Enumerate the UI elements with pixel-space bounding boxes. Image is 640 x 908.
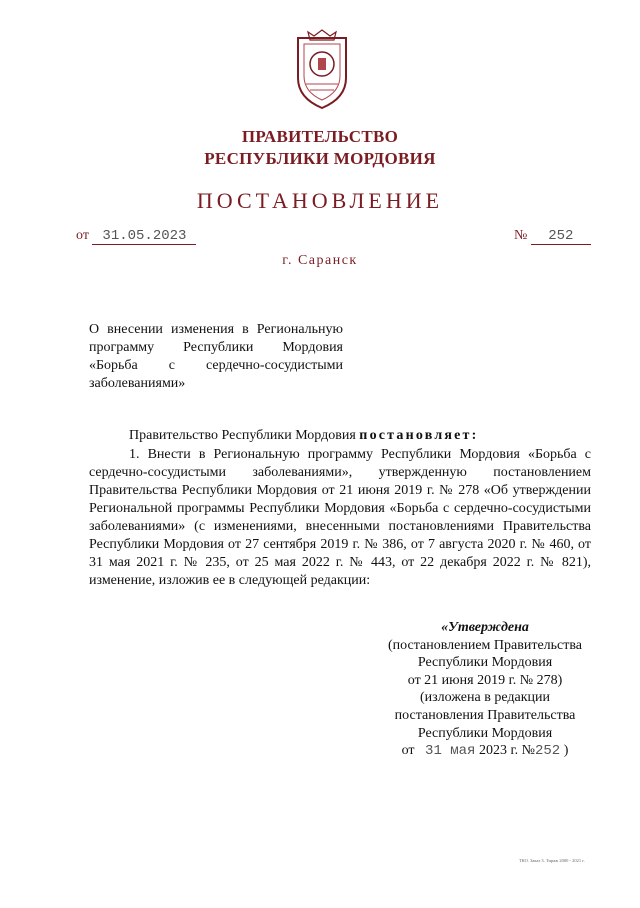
preamble-verb: постановляет:	[359, 428, 479, 443]
date-value: 31.05.2023	[92, 229, 196, 245]
document-subject: О внесении изменения в Региональную программу Республики Мордовия «Борьба с сердечно-сосудистыми заболеваниями»	[89, 322, 343, 391]
approval-line: постановления Правительства	[394, 707, 576, 723]
coat-of-arms-icon	[290, 28, 354, 112]
approval-line: Республики Мордовия	[417, 655, 553, 671]
approval-last-date: 31 мая	[425, 743, 476, 760]
print-footer: ТКО. Заказ 3. Тираж 2000 - 2021 г.	[519, 858, 585, 863]
approval-last-year: 2023 г. №	[478, 743, 535, 759]
preamble-subject: Правительство Республики Мордовия	[129, 428, 356, 443]
header-line-1: ПРАВИТЕЛЬСТВО	[241, 127, 399, 146]
approval-line: Республики Мордовия	[417, 725, 553, 741]
approval-block	[372, 619, 598, 761]
number-value: 252	[531, 229, 591, 245]
document-number	[514, 228, 591, 245]
approval-last-prefix: от	[401, 743, 415, 759]
document-type: ПОСТАНОВЛЕНИЕ	[196, 188, 444, 213]
approval-line: от 21 июня 2019 г. № 278)	[407, 672, 563, 688]
approval-last-line	[372, 742, 598, 761]
approval-title: «Утверждена	[441, 620, 529, 635]
approval-last-number: 252	[535, 743, 561, 760]
approval-line: (постановлением Правительства	[388, 637, 582, 653]
paragraph-1: 1. Внести в Региональную программу Республики Мордовия «Борьба с сердечно-сосудистыми заболеваниями», утвержденную постановлением Правительства Республики Мордовия от 21 июня 2019 г. № 278 «Об утверждении Региональной программы Республики Мордовия «Борьба с сердечно-сосудистыми заболеваниями» (с изменениями, внесенными постановлениями Правительства Республики Мордовия от 27 сентября 2019 г. № 386, от 7 августа 2020 г. № 460, от 31 мая 2021 г. № 235, от 25 мая 2022 г. № 443, от 22 декабря 2022 г. № 821), изменение, изложив ее в следующей редакции:	[89, 447, 591, 588]
city: г. Саранск	[282, 253, 358, 268]
document-date	[76, 228, 196, 245]
header-line-2: РЕСПУБЛИКИ МОРДОВИЯ	[204, 149, 436, 168]
date-prefix: от	[76, 228, 89, 243]
approval-last-suffix: )	[563, 743, 569, 759]
approval-line: (изложена в редакции	[420, 690, 550, 706]
number-prefix: №	[514, 228, 528, 243]
preamble	[129, 428, 479, 444]
